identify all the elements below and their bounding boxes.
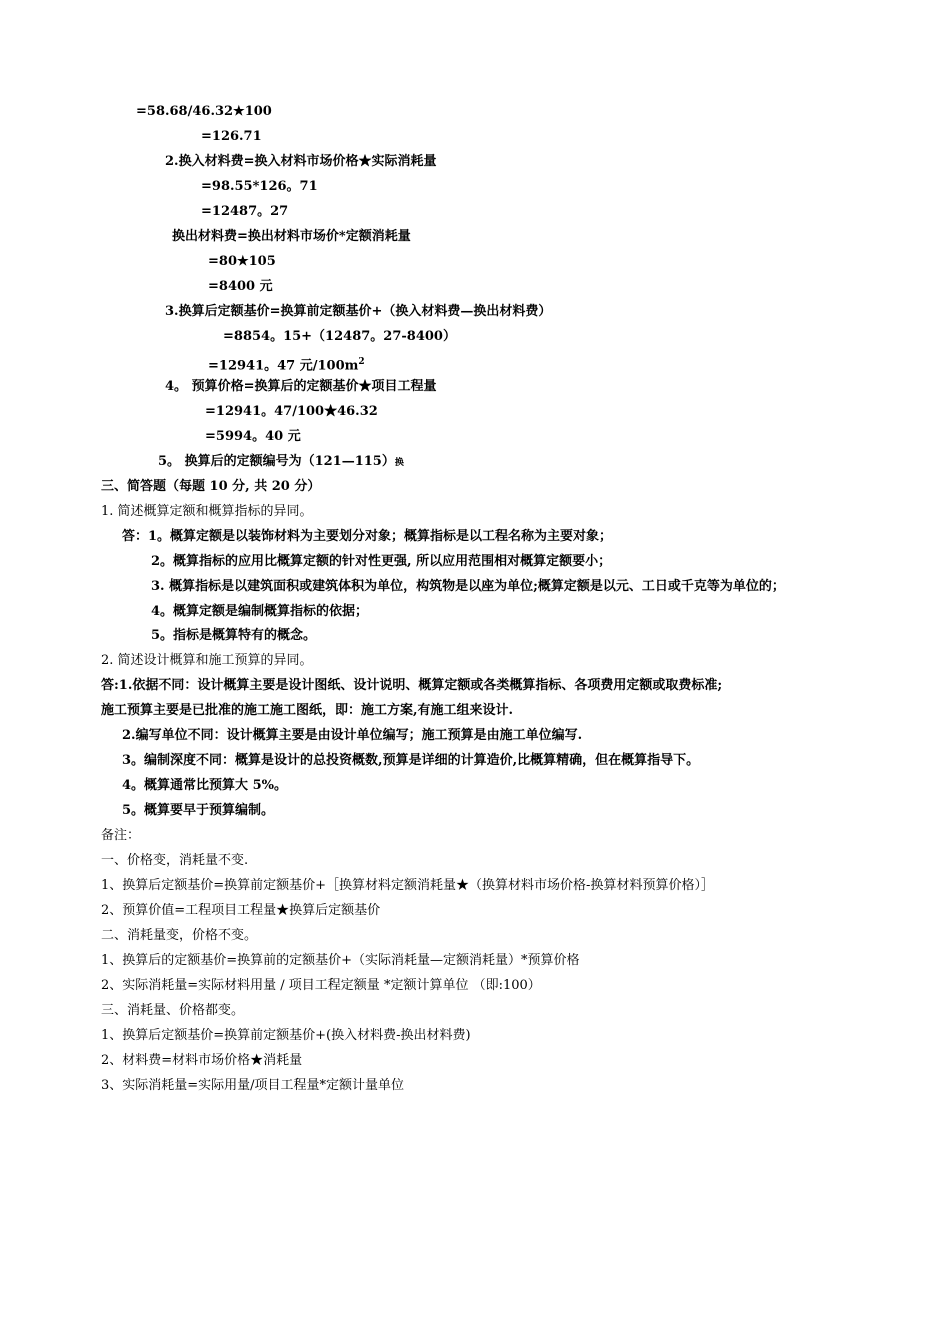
calc-line-8: =8400 元 (208, 279, 273, 294)
answer-1-line-2: 2。概算指标的应用比概算定额的针对性更强, 所以应用范围相对概算定额要小； (151, 554, 612, 569)
calc-line-9: 3.换算后定额基价=换算前定额基价+（换入材料费—换出材料费） (165, 304, 552, 319)
calc-line-2: =126.71 (201, 129, 262, 144)
answer-2-line-4: 3。编制深度不同：概算是设计的总投资概数,预算是详细的计算造价,比概算精确，但在概算指导下。 (122, 753, 700, 768)
calc-line-15-suffix: 换 (394, 458, 404, 468)
calc-line-3: 2.换入材料费=换入材料市场价格★实际消耗量 (165, 154, 437, 169)
superscript-2: 2 (358, 357, 365, 367)
calc-line-1: =58.68/46.32★100 (136, 104, 272, 119)
answer-1-line-4: 4。概算定额是编制概算指标的依据； (151, 604, 369, 619)
answer-1-line-1: 答：1。概算定额是以装饰材料为主要划分对象；概算指标是以工程名称为主要对象； (122, 529, 613, 544)
answer-2-line-1: 答:1.依据不同：设计概算主要是设计图纸、设计说明、概算定额或各类概算指标、各项费用定额或取费标准; (101, 678, 723, 693)
note-line-5: 1、换算后的定额基价=换算前的定额基价+（实际消耗量—定额消耗量）*预算价格 (101, 953, 580, 968)
note-line-7: 三、消耗量、价格都变。 (101, 1003, 245, 1018)
calc-line-15 (158, 454, 404, 471)
calc-line-11 (208, 354, 365, 374)
calc-line-13: =12941。47/100★46.32 (205, 404, 378, 419)
note-line-2: 1、换算后定额基价=换算前定额基价+［换算材料定额消耗量★（换算材料市场价格-换算材料预算价格）］ (101, 878, 714, 893)
calc-line-6: 换出材料费=换出材料市场价*定额消耗量 (172, 229, 411, 244)
answer-2-line-5: 4。概算通常比预算大 5%。 (122, 778, 287, 793)
calc-line-10: =8854。15+（12487。27-8400） (223, 329, 456, 344)
calc-line-14: =5994。40 元 (205, 429, 301, 444)
note-line-8: 1、换算后定额基价=换算前定额基价+(换入材料费-换出材料费) (101, 1028, 471, 1043)
section-heading: 三、简答题（每题 10 分, 共 20 分） (101, 479, 321, 494)
note-line-3: 2、预算价值=工程项目工程量★换算后定额基价 (101, 903, 381, 918)
calc-line-15-text: 5。 换算后的定额编号为（121—115） (158, 454, 395, 469)
answer-2-line-3: 2.编写单位不同：设计概算主要是由设计单位编写；施工预算是由施工单位编写. (122, 728, 583, 743)
note-line-6: 2、实际消耗量=实际材料用量 / 项目工程定额量 *定额计算单位 （即:100） (101, 978, 541, 993)
answer-2-line-2: 施工预算主要是已批准的施工施工图纸，即：施工方案,有施工组来设计. (101, 703, 514, 718)
note-line-1: 一、价格变，消耗量不变. (101, 853, 249, 868)
calc-line-11-text: =12941。47 元/100m (208, 358, 359, 374)
answer-1-line-3: 3. 概算指标是以建筑面积或建筑体积为单位，构筑物是以座为单位;概算定额是以元、工日或千克等为单位的； (151, 579, 785, 594)
answer-1-line-5: 5。指标是概算特有的概念。 (151, 628, 317, 643)
note-line-9: 2、材料费=材料市场价格★消耗量 (101, 1053, 303, 1068)
question-2: 2. 简述设计概算和施工预算的异同。 (101, 653, 313, 668)
note-line-10: 3、实际消耗量=实际用量/项目工程量*定额计量单位 (101, 1078, 405, 1093)
calc-line-7: =80★105 (208, 254, 276, 269)
answer-2-line-6: 5。概算要早于预算编制。 (122, 803, 275, 818)
calc-line-4: =98.55*126。71 (201, 179, 318, 194)
note-line-4: 二、消耗量变，价格不变。 (101, 928, 258, 943)
calc-line-5: =12487。27 (201, 204, 289, 219)
notes-title: 备注： (101, 828, 141, 843)
question-1: 1. 简述概算定额和概算指标的异同。 (101, 504, 313, 519)
calc-line-12: 4。 预算价格=换算后的定额基价★项目工程量 (165, 379, 437, 394)
